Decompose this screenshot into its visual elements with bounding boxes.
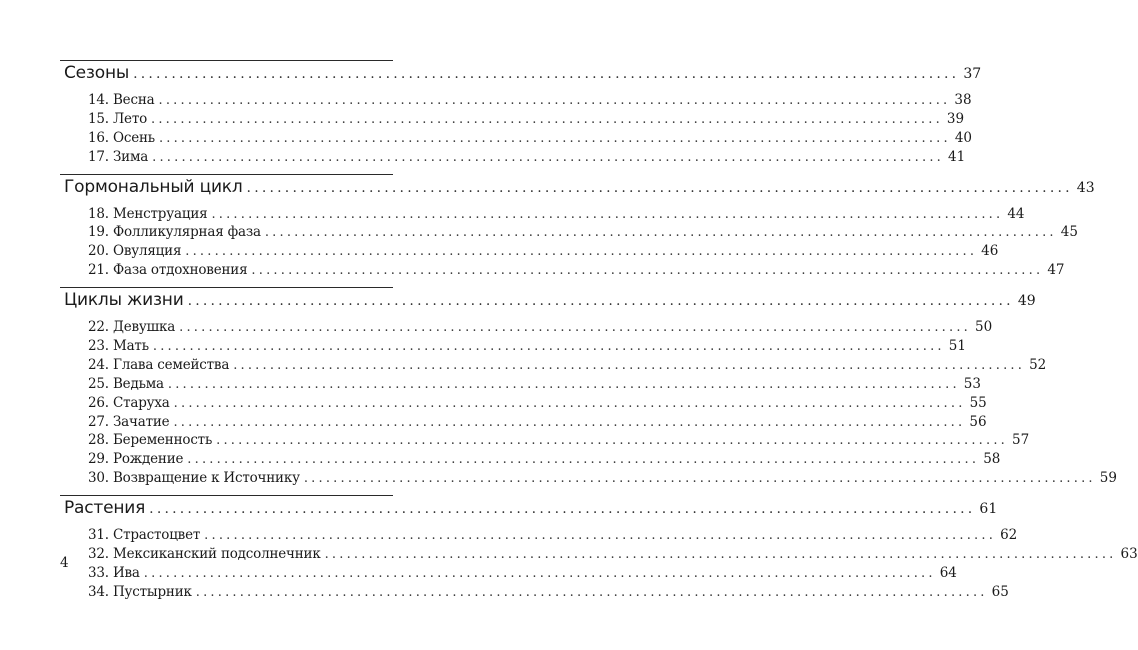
dot-leader: ............................................................................................................ <box>152 149 945 165</box>
dot-leader: ............................................................................................................ <box>324 547 1117 563</box>
toc-entry[interactable] <box>60 243 999 262</box>
section-page-number: 43 <box>1076 179 1095 196</box>
dot-leader: ............................................................................................................ <box>233 357 1026 373</box>
entry-title: 32. Мексиканский подсолнечник <box>88 546 321 563</box>
entry-page-number: 57 <box>1012 432 1030 449</box>
toc-entry[interactable] <box>60 451 1001 470</box>
toc-section-plants <box>60 495 1138 607</box>
toc-entry[interactable] <box>60 129 973 149</box>
entry-page-number: 59 <box>1099 470 1117 487</box>
toc-entry[interactable] <box>60 148 966 168</box>
entry-page-number: 50 <box>975 319 993 336</box>
dot-leader: ............................................................................................................ <box>303 471 1096 487</box>
entry-title: 24. Глава семейства <box>88 356 230 373</box>
entry-page-number: 64 <box>939 564 957 581</box>
toc-entry[interactable] <box>60 110 965 130</box>
entry-page-number: 40 <box>954 129 973 146</box>
entry-page-number: 46 <box>981 243 999 260</box>
entry-page-number: 44 <box>1007 205 1025 222</box>
section-title: Сезоны <box>64 63 130 83</box>
entry-page-number: 41 <box>948 148 966 165</box>
entry-title: 20. Овуляция <box>88 243 182 260</box>
toc-entry[interactable] <box>60 413 987 433</box>
toc-entry[interactable] <box>60 527 1018 546</box>
toc-entry[interactable] <box>60 338 966 357</box>
entry-page-number: 58 <box>983 451 1001 468</box>
dot-leader: ............................................................................................................ <box>187 293 1014 310</box>
entry-page-number: 56 <box>969 413 987 430</box>
section-title: Гормональный цикл <box>64 176 243 197</box>
section-title: Циклы жизни <box>64 290 184 311</box>
dot-leader: ............................................................................................................ <box>152 339 945 355</box>
entry-title: 29. Рождение <box>88 451 184 468</box>
page-number: 4 <box>60 555 69 571</box>
toc-section-hormonal-cycle <box>60 174 1095 286</box>
dot-leader: ............................................................................................................ <box>246 179 1073 196</box>
section-entries <box>60 90 973 172</box>
entry-title: 23. Мать <box>88 338 149 355</box>
toc-entry[interactable] <box>60 205 1025 225</box>
dot-leader: ............................................................................................................ <box>264 225 1057 241</box>
entry-page-number: 55 <box>969 394 987 411</box>
entry-page-number: 62 <box>1000 527 1018 544</box>
section-heading[interactable] <box>60 495 998 525</box>
dot-leader: ............................................................................................................ <box>195 584 988 600</box>
entry-title: 22. Девушка <box>88 319 176 336</box>
entry-title: 15. Лето <box>88 110 148 127</box>
toc-entry[interactable] <box>60 564 957 584</box>
entry-page-number: 53 <box>963 375 981 392</box>
entry-title: 18. Менструация <box>88 205 208 222</box>
toc-section-life-cycles <box>60 287 1117 493</box>
entry-title: 16. Осень <box>88 129 155 146</box>
dot-leader: ............................................................................................................ <box>133 66 960 82</box>
dot-leader: ............................................................................................................ <box>149 501 976 518</box>
section-page-number: 37 <box>963 66 982 82</box>
entry-title: 27. Зачатие <box>88 413 170 430</box>
dot-leader: ............................................................................................................ <box>185 244 978 260</box>
dot-leader: ............................................................................................................ <box>187 452 980 468</box>
dot-leader: ............................................................................................................ <box>173 395 966 411</box>
toc-section-seasons <box>60 60 982 172</box>
entry-title: 14. Весна <box>88 92 155 108</box>
entry-title: 17. Зима <box>88 148 149 165</box>
toc-entry[interactable] <box>60 432 1030 451</box>
entry-page-number: 47 <box>1047 262 1065 279</box>
entry-page-number: 51 <box>948 338 966 355</box>
section-entries <box>60 317 1117 493</box>
dot-leader: ............................................................................................................ <box>167 376 960 392</box>
dot-leader: ............................................................................................................ <box>216 433 1009 449</box>
entry-title: 33. Ива <box>88 564 140 581</box>
section-entries <box>60 204 1078 286</box>
toc-entry[interactable] <box>60 224 1078 243</box>
section-title: Растения <box>64 498 146 519</box>
toc-entry[interactable] <box>60 356 1047 376</box>
section-entries <box>60 525 1138 607</box>
entry-title: 28. Беременность <box>88 432 213 449</box>
section-heading[interactable] <box>60 287 1036 317</box>
toc-entry[interactable] <box>60 394 987 414</box>
dot-leader: ............................................................................................................ <box>204 528 997 544</box>
dot-leader: ............................................................................................................ <box>158 93 951 108</box>
section-heading[interactable] <box>60 60 982 90</box>
dot-leader: ............................................................................................................ <box>173 414 966 430</box>
entry-page-number: 39 <box>946 110 965 127</box>
entry-title: 34. Пустырник <box>88 583 192 600</box>
section-page-number: 61 <box>979 501 998 518</box>
entry-title: 31. Страстоцвет <box>88 527 201 544</box>
section-page-number: 49 <box>1017 293 1036 310</box>
dot-leader: ............................................................................................................ <box>151 111 943 127</box>
toc-entry[interactable] <box>60 375 981 395</box>
entry-title: 26. Старуха <box>88 394 170 411</box>
entry-page-number: 63 <box>1120 546 1138 563</box>
toc-entry[interactable] <box>60 92 972 111</box>
dot-leader: ............................................................................................................ <box>251 263 1044 279</box>
entry-title: 30. Возвращение к Источнику <box>88 470 300 487</box>
toc-entry[interactable] <box>60 470 1117 489</box>
entry-page-number: 45 <box>1060 224 1078 241</box>
entry-page-number: 65 <box>991 583 1009 600</box>
entry-page-number: 52 <box>1029 356 1047 373</box>
toc-entry[interactable] <box>60 546 1138 565</box>
toc-entry[interactable] <box>60 583 1009 603</box>
dot-leader: ............................................................................................................ <box>211 206 1004 222</box>
toc-entry[interactable] <box>60 319 993 338</box>
table-of-contents <box>60 60 1138 607</box>
dot-leader: ............................................................................................................ <box>158 130 951 146</box>
entry-title: 25. Ведьма <box>88 375 164 392</box>
dot-leader: ............................................................................................................ <box>179 320 972 336</box>
entry-title: 21. Фаза отдохновения <box>88 262 248 279</box>
dot-leader: ............................................................................................................ <box>143 565 936 581</box>
toc-entry[interactable] <box>60 262 1065 281</box>
entry-page-number: 38 <box>954 92 972 108</box>
entry-title: 19. Фолликулярная фаза <box>88 224 261 241</box>
section-heading[interactable] <box>60 174 1095 204</box>
